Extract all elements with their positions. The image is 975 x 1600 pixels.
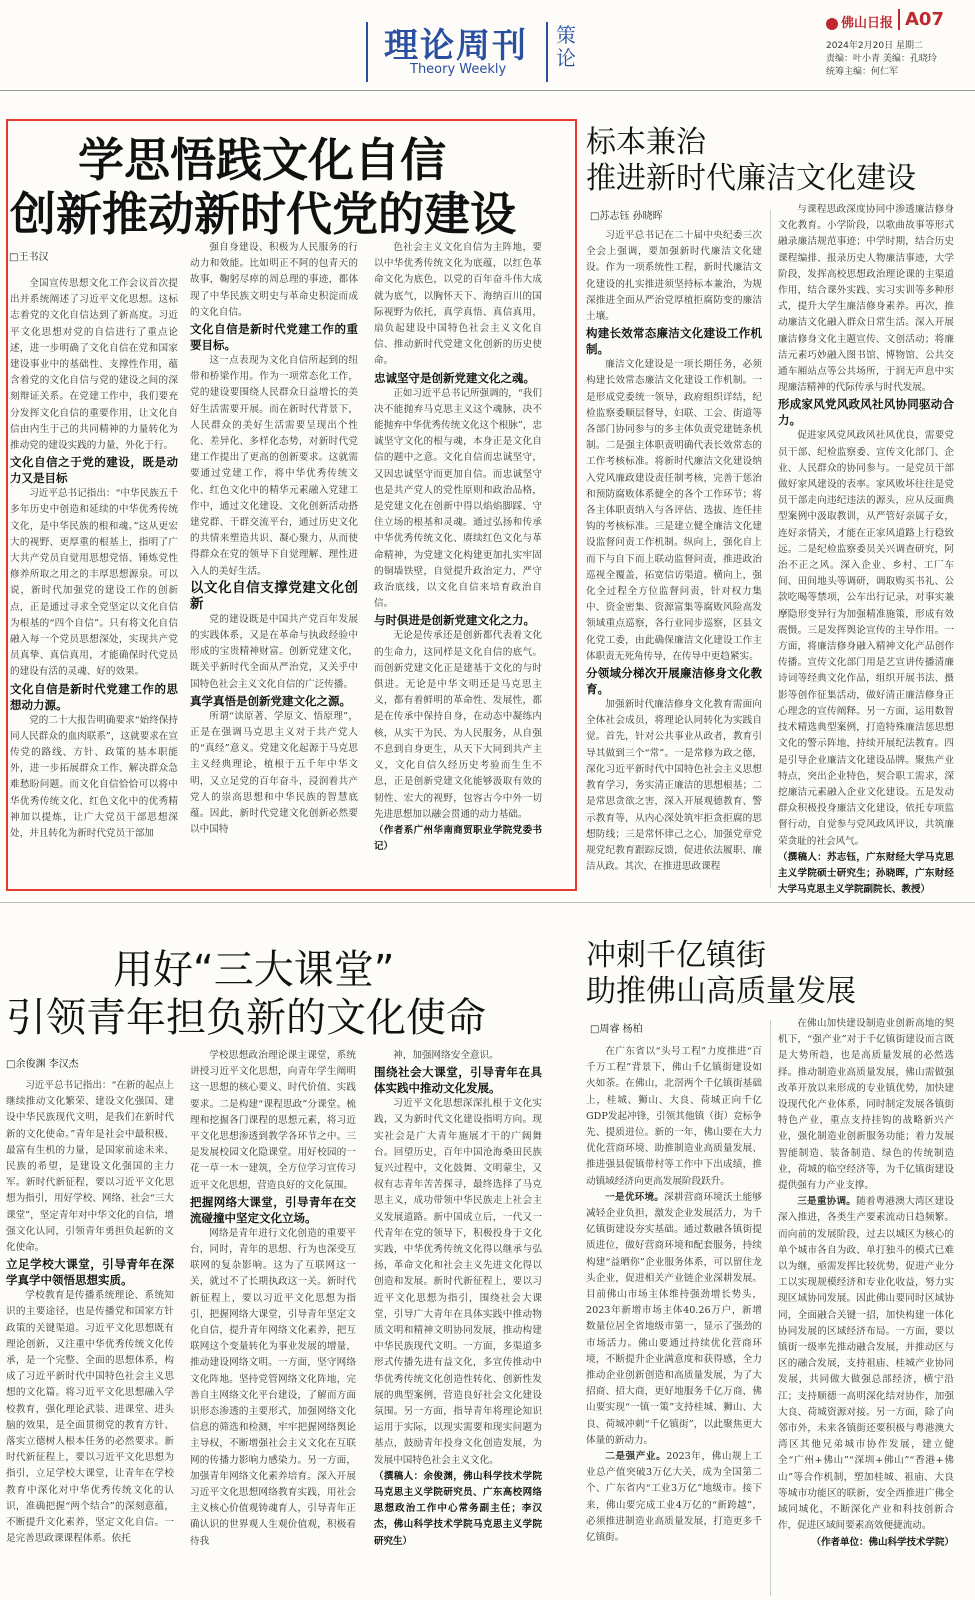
inline-subheading: 二是强产业。 [605,1451,667,1463]
paragraph: 习近平总书记在二十届中央纪委三次全会上强调，要加强新时代廉洁文化建设。作为一项系统性工程，新时代廉洁文化建设的扎实推进须坚持标本兼治，为规深推进全面从严治党厚植拒腐防变的廉洁土壤。 [586,230,762,323]
subheading: 分领域分梯次开展廉洁修身文化教育。 [586,666,762,697]
paragraph: 促进家风党风政风社风优良，需要党员干部、纪检监察委、宣传文化部门、企业、人民群众的协同参与。一是党员干部做好家风建设的表率。家风败坏往往是党员干部走向违纪违法的源头，应从反面典型案例中汲取教训，从严管好亲属子女，连好亲情关，才能在正家风道路上行稳致远。二是纪检监察委员关兴调查研究，阿治不正之风。深入企业、乡村、工厂车间、田间地头等调研，调取购买书礼、公款吃喝等禁项，公车出行记录，对事实兼摩隐形变异行为加强精准施策，形成有效震慑。三是发挥舆论宣传的主导作用。一方面，将廉洁修身融入精神文化产品创作传播。宣传文化部门用是艺宣讲传播清廉诗词等经典文化作品，组织开展书法、摄影等创作征集活动，做好清正廉洁修身正心理念的宣传阐释。另一方面，运用数智技术精选典型案例，打造特殊廉洁惩思想文化的警示阵地，持续开展纪法教育。四是引导企业廉洁文化建设品牌。聚焦产业特点，突出企业特色，契合职工需求，深挖廉洁元素融入企业文化建设。五是发动群众积极投身廉洁文化建设，依托专项监督行动，自觉参与党风政风评议，共筑廉荣贪耻的社会风气。 [778,430,954,847]
paper-logo-icon [826,18,838,30]
article4-column-1 [586,1044,762,1596]
paper-name: 佛山日报 [841,16,894,31]
paragraph: 在广东省以“头号工程”力度推进“百千万工程”背景下，佛山千亿镇街建设如火如荼。在佛山，北滘两个千亿镇街基础上，桂城、狮山、大良、荷城正向千亿GDP发起冲锋，引领其他镇（街）竞标争先、提质进位。新的一年，佛山要在大力优化营商环境、助推制造业高质量发展、推进强县促镇带村等工作中下出成绩，推动镇域经济向更高发展阶段跃升。 [586,1046,762,1187]
article1-byline: □王书汉 [9,252,49,263]
subheading: 文化自信是新时代党建工作的重要目标。 [190,322,358,353]
section-divider [0,902,975,903]
inline-subheading: 三是重协调。 [797,1196,857,1208]
page-number: A07 [898,9,944,30]
inline-subheading: 一是优环境。 [605,1191,665,1203]
subheading: 文化自信是新时代党建工作的思想动力源。 [10,681,178,712]
paragraph-text: 2023年，佛山规上工业总产值突破3万亿大关，成为全国第二个、广东省内“工业3万亿”地级市。接下来，佛山要完成工业4万亿的“新跨越”，必须推进制造业高质量发展，打造更多千亿镇街。 [586,1451,762,1544]
author-credit: （撰稿人：余俊渊，佛山科学技术学院马克思主义学院研究员、广东高校网络思想政治工作中心常务副主任；李汉杰，佛山科学技术学院马克思主义学院研究生） [374,1470,542,1547]
paragraph: 学校教育是传播系统理论、系统知识的主要途径，也是传播党和国家方针政策的关键渠道。习近平文化思想既有理论创新，又注重中华优秀传统文化传承，是一个完整、全面的思想体系，构成了习近平新时代中国特色社会主义思想的文化篇。将习近平文化思想融入学校教育，强化理论武装、进课堂、进头脑的效果，是全面贯彻党的教育方针、落实立德树人根本任务的必然要求。新时代新征程上，要以习近平文化思想为指引，立足学校大课堂，让青年在学校教育中深化对中华优秀传统文化的认识，准确把握“两个结合”的深刻意蕴，不断提升文化素养，坚定文化自信。一是完善思政课课程体系。依托 [6,1290,174,1545]
column-divider [770,210,771,888]
paragraph: 所谓“读原著、学原文、悟原理”，正是在强调马克思主义对于共产党人的“真经”意义。党建文化起源于马克思主义经典理论，植根于五千年中华文明，又立足党的百年奋斗，浸润着共产党人的崇高思想和中华民族的智慧底蕴。因此，新时代党建文化创新必然要以中国特 [190,710,358,836]
article2-column-2 [778,202,954,896]
paragraph [586,1449,762,1546]
article1-title-line2: 创新推动新时代党的建设 [10,187,516,241]
paragraph: 在佛山加快建设制造业创新高地的契机下，“强产业”对于千亿镇街建设而言既是大势所趋，也是高质量发展的必然选择。推动制造业高质量发展，佛山需做强改革开放以来形成的专业镇优势，加快建设现代化产业体系，同时制定发展各镇街特色产业，重点支持挂钩的战略新兴产业，强化制造业创新服务功能；着力发展智能制造、装备制造、绿色的传统制造业，荷城的临空经济等，为千亿镇街建设提供强有力产业支撑。 [778,1018,954,1192]
article4-byline: □周睿 杨柏 [590,1024,643,1035]
paragraph: 党的二十大报告明确要求“始终保持同人民群众的血肉联系”，这就要求在宣传党的路线、方针、政策的基本职能外，进一步拓展群众工作、解决群众急难愁盼问题。而文化自信恰恰可以将中华优秀传统文化、红色文化中的优秀精神加以提炼，让广大党员干部思想深处，并且转化为新时代党员干部加 [10,714,178,840]
paper-logo [826,12,893,31]
article1-title-line1: 学思悟践文化自信 [78,133,446,187]
paragraph: 习近平文化思想深深扎根于文化实践，又为新时代文化建设指明方向。现实社会是广大青年施展才干的广阔舞台。回望历史，百年中国沧海桑田民族复兴过程中，文化鼓舞、文明蒙尘，又叔有志青年苦苦探寻，最终选择了马克思主义，成功带领中华民族走上社会主义发展道路。新中国成立后，一代又一代青年在党的领导下，积极投身于文化实践，中华优秀传统文化得以继承与弘扬，革命文化和社会主义先进文化得以创造和发展。新时代新征程上，要以习近平文化思想为指引，围绕社会大课堂，引导广大青年在具体实践中推动物质文明和精神文明协同发展，推动构建中华民族现代文明。一方面，多渠道多形式传播先进有益文化，多宣传推动中华优秀传统文化创造性转化、创新性发展的典型案例，营造良好社会文化建设氛围。另一方面，指导青年将理论知识运用于实际，以现实需要和现实问题为基点，鼓励青年投身文化创造发展，为发展中国特色社会主义文化。 [374,1098,542,1466]
paragraph: 学校思想政治理论课主课堂，系统讲授习近平文化思想，向青年学生阐明这一思想的核心要义、时代价值、实践要求。二是构建“课程思政”分课堂。梳理和挖掘各门课程的思想元素，将习近平文化思想渗透到教学各环节之中。三是发展校园文化隐课堂。用好校园的一花一草一木一建筑，全方位学习宣传习近平文化思想，营造良好的文化氛围。 [190,1050,356,1191]
paragraph: 正如习近平总书记所强调的，“我们决不能抛弃马克思主义这个魂脉，决不能抛弃中华优秀传统文化这个根脉”，忠诚坚守文化的根与魂，本身正是文化自信的题中之意。文化自信而忠诚坚守，又因忠诚坚守而更加自信。而忠诚坚守也是共产党人的党性原则和政治品格，是党建文化在创新中得以焰焰脚踩、守住立场的根基和灵魂。通过弘扬和传承中华优秀传统文化、赓续红色文化与革命精神，为党建文化构建更加扎实牢固的铜墙铁壁，自觉提升政治定力，严守政治底线，以文化自信来培育政治自信。 [374,387,542,610]
paragraph-text: 随着粤港澳大湾区建设深入推进，各类生产要素流动日趋频繁。而向前的发展阶段，过去以城区为核心的单个城市各自为政、单打独斗的模式已难以为继，亟需发挥比较优势，促进产业分工以实现规模经济和专业化收益，努力实现区域协同发展。因此佛山要同时区域协同，全面融合关键一招，加快构建一体化协同发展的区域经济布局。一方面，要以镇街一级率先推动融合发展，并推动区与区的融合发展，支持祖庙、桂城产业协同发展，共同做大做强总部经济，横宁沿江；支持顺德一高明深化结对协作，加强大良、荷城资源对接。另一方面，除了向邻市外，未来各镇街还要积极与粤港澳大湾区其他兄弟城市协作发展，建立健全“广州+佛山”“深圳+佛山”“香港+佛山”等合作机制，塑加桂城、祖庙、大良等城市功能区的联新，安全西推进广佛全域同城化，不断深化产业和科技创新合作，促进区域间要素高效便捷流动。 [778,1196,955,1532]
article2-column-1 [586,228,762,888]
article1-column-3 [374,240,542,886]
author-credit: （作者单位：佛山科学技术学院） [811,1536,954,1548]
subheading: 以文化自信支撑党建文化创新 [190,579,358,612]
article3-title-line2: 引领青年担负新的文化使命 [6,995,486,1041]
subheading: 文化自信之于党的建设，既是动力又是目标 [10,455,178,486]
article3-column-2 [190,1048,356,1596]
paragraph-text: 深耕营商环境沃土能够减轻企业负担，激发企业发展活力，为千亿镇街建设夯实基础。通过数融各镇街提质进位，做好营商环境和配套服务，持续构建“益晒你”企业服务体系，可以留住龙头企业，促进相关产业链企业深耕发展。目前佛山市场主体维持强劲增长势头，2023年新增市场主体40.26万户，新增数量位居全省地级市第一，显示了强劲的市场活力。佛山要通过持续优化营商环境，不断提升企业满意度和获得感，全力推动企业创新创造和高质量发展，为了大招商、招大商，更好地服务千亿万商，佛山要实现“一镇一策”支持桂城、狮山、大良、荷城冲刺“千亿镇街”，以此聚焦更大体量的新动力。 [586,1191,763,1446]
subheading: 忠诚坚守是创新党建文化之魂。 [374,370,535,385]
subheading: 构建长效常态廉洁文化建设工作机制。 [586,326,762,357]
section-title: 理论周刊 [384,26,528,66]
masthead-rule [0,90,975,91]
article4-column-2 [778,1016,954,1596]
paragraph: 神，加强网络安全意识。 [393,1050,499,1061]
paragraph: 习近平总书记指出：“在新的起点上继续推动文化繁荣、建设文化强国、建设中华民族现代文明，是我们在新时代新的文化使命。”青年是社会中最积极、最富有生机的力量，是国家前途未来、民族的希望，是建设文化强国的主力军。新时代新征程，要以习近平文化思想为指引，用好学校、网络、社会“三大课堂”，坚定青年对中华文化的自信，增强文化认同，引领青年勇担负起新的文化使命。 [6,1080,174,1254]
editor-credit: 责编：叶小青 美编：孔晓玲 [826,54,937,64]
paragraph: 党的建设既是中国共产党百年发展的实践体系，又是在革命与执政经验中形成的宝贵精神财富。创新党建文化，既关乎新时代全面从严治党，又关乎中国特色社会主义文化自信的广泛传播。 [190,613,358,690]
chief-editor-credit: 统筹主编：何仁军 [826,67,899,77]
article1-column-2 [190,240,358,886]
section-subtitle: Theory Weekly [410,62,507,77]
paragraph: 全国宣传思想文化工作会议首次提出并系统阐述了习近平文化思想。这标志着党的文化自信达到了新高度。习近平文化思想对党的自信进行了重点论述，进一步明确了文化自信在党和国家建设事业中的基础性、支撑性作用，蕴含着党的文化自信与党的建设之间的深刻辩证关系。在党建工作中，我们要充分发挥文化自信的重要作用，让文化自信由内生于己的共同精神的力量转化为推动党的建设实践的力量，外化于行。 [10,278,178,452]
paragraph: 习近平总书记指出：“中华民族五千多年历史中创造和延续的中华优秀传统文化，是中华民族的根和魂。”这从更宏大的视野、更厚重的根基上，指明了广大共产党员自觉用思想党悟、锤炼党性修养所取之用之的丰厚思想源泉。可以说，新时代加强党的建设工作的创新点，正是通过寻求全党坚定以文化自信为根基的“四个自信”。只有将文化自信融入每一个党员思想深处，实现共产党员真挚、真信真用，才能确保时代党员的建设有活的灵魂、好的效果。 [10,488,178,678]
section-tag: 策论 [556,23,576,70]
article3-title-line1: 用好“三大课堂” [113,947,395,993]
subheading: 把握网络大课堂，引导青年在交流碰撞中坚定文化立场。 [190,1194,356,1225]
column-divider [770,1020,771,1596]
article1-column-1 [10,276,178,886]
paragraph: 廉洁文化建设是一项长期任务，必须构建长效常态廉洁文化建设工作机制。一是形成党委统一领导，政府组织详结，纪检监察委顺层督导，妇联、工会、街道等各部门协同参与的多主体负责党建链条机制。二是强主体职责明确代表长效常态的工作考核标准。将新时代廉洁文化建设纳入党风廉政建设责任制考核，完善于惩治和预防腐败体系健全的各个工作环节；将各主体职责纳入与各评估、选拔、连任挂钩的考核标准。三是建立健全廉洁文化建设监督问责工作机制。纵向上，强化自上而下与自下而上联动监督问责，推进政治巡视全覆盖，拓宽信访渠道。横向上，强化全过程全方位监督问责，针对权力集中、资金密集、资源富集等腐败风险高发领域重点巡察，各行业同步巡察，区县文化党工委，由此确保廉洁文化建设工作主体职责无死角传导，在传导中更趋紧实。 [586,359,762,662]
article2-byline: □苏志钰 孙晓晖 [590,211,663,222]
author-credit: （作者系广州华南商贸职业学院党委书记） [374,824,542,853]
paragraph: 网络是青年进行文化创造的重要平台，同时，青年的思想、行为也深受互联网的复杂影响。这为了互联网这一关，就过不了长期执政这一关。新时代新征程上，要以习近平文化思想为指引，把握网络大课堂，引导青年坚定文化自信，提升青年网络文化素养，把互联网这个变量转化为事业发展的增量，推动建设网络文明。一方面，坚守网络文化阵地。坚持党管网络文化阵地，完善自主网络文化平台建设，了解而方面识形态渗透的主要形式，加强网络文化信息的筛选和检测，牢牢把握网络舆论主导权，不断增强社会主义文化在互联网的传播力影响力感染力。另一方面，加强青年网络文化素养培育。深入开展习近平文化思想网络教育实践，用社会主义核心价值观铸魂育人，引导青年正确认识的世界观人生观价值观，积极看待我 [190,1227,356,1547]
article2-title-line2: 推进新时代廉洁文化建设 [586,161,916,196]
article3-column-1 [6,1078,174,1596]
paragraph: 色社会主义文化自信为主阵地，要以中华优秀传统文化为底蕴，以红色革命文化为底色，以党的百年奋斗伟大成就为底气，以胸怀天下、海纳百川的国际视野为依托，真学真悟、真信真用，扇负起建设中国特色社会主义文化自信、推动新时代党建文化创新的历史使命。 [374,242,542,367]
paragraph: 与课程思政深度协同中渗透廉洁修身文化教育。小学阶段，以歌曲故事等形式融录廉洁规范事迹；中学时期，结合历史课程编排、报录历史人物廉洁事迹，大学阶段，发挥高校思想政治理论课的主渠道作用，结合课外实践、实习实训等多种形式，提升大学生廉洁修身素养。再次，推动廉洁文化融入群众日常生活。深入开展廉洁修身文化主题宣传、文创活动；将廉洁元素巧妙融入图书馆、博物馆、公共交通车厢站点等公共场所，于润无声息中实现廉洁精神的代际传承与时代发展。 [778,204,954,394]
paragraph: 无论是传承还是创新都代表着文化的生命力，这同样是文化自信的底气。而创新党建文化正是建基于文化的与时俱进。无论是中华文明还是马克思主义，都有着鲜明的革命性、发展性，都是在传承中保持自身，在动态中凝练内核，从实干为民、为人民服务，从自强不息到自身更生，从天下大同到共产主义，文化自信久经历史考验而生生不息，正是创新党建文化能够汲取有效的韧性、宏大的视野，包容古今中外一切先进思想加以融会贯通的动力基础。 [374,630,542,820]
author-credit: （撰稿人：苏志钰，广东财经大学马克思主义学院硕士研究生；孙晓晖，广东财经大学马克思主义学院副院长、教授） [778,851,954,896]
paragraph: 强自身建设、积极为人民服务的行动力和效能。比如明正不阿的包青天的故事，鞠躬尽瘁的周总理的事迹，都体现了中华民族文明史与革命史积淀而成的文化自信。 [190,242,358,318]
article2-title-line1: 标本兼治 [586,125,706,160]
subheading: 真学真悟是创新党建文化之源。 [190,693,351,708]
paragraph [586,1190,762,1449]
paragraph: 这一点表现为文化自信所起到的纽带和桥梁作用。作为一项常态化工作，党的建设要围绕人民群众日益增长的美好生活需要开展。而在新时代背景下，人民群众的美好生活需要呈现出个性化、差异化、多样化态势，对新时代党建工作提出了更高的创新要求。这就需要通过党建工作，将中华优秀传统文化、红色文化中的精华元素融入党建工作中，通过文化建设、文化创新活动搭建党群、干群交流平台，通过历史文化的共情来塑造共识、凝心聚力，从而使得群众在党的领导下自觉理解、理性进入人的美好生活。 [190,355,358,577]
subheading: 形成家风党风政风社风协同驱动合力。 [778,397,954,428]
article4-title-line1: 冲刺千亿镇街 [586,938,766,973]
paragraph [778,1194,954,1534]
subheading: 围绕社会大课堂，引导青年在具体实践中推动文化发展。 [374,1065,542,1096]
paragraph: 加强新时代廉洁修身文化教育需面向全体社会成员，将理论认同转化为实践自觉。首先，针对公共事业从政者，教育引导其做到三个“常”。一是常修为政之德，深化习近平新时代中国特色社会主义思想教育学习，务实清正廉洁的思想根基；二是常思贪欲之害，深入开展观德教育、警示教育等，从内心深处筑牢拒贪拒腐的思想防线；三是常怀律己之心，加强党章党规党纪教育跟踪反馈，促进依法履职、廉洁从政。其次，在推进思政课程 [586,699,762,873]
issue-date: 2024年2月20日 星期二 [826,41,923,51]
article3-byline: □余俊渊 李汉杰 [6,1059,79,1070]
article3-column-3 [374,1048,542,1596]
subheading: 与时俱进是创新党建文化之力。 [374,613,535,628]
article4-title-line2: 助推佛山高质量发展 [586,974,856,1009]
subheading: 立足学校大课堂，引导青年在深学真学中领悟思想实质。 [6,1257,174,1288]
